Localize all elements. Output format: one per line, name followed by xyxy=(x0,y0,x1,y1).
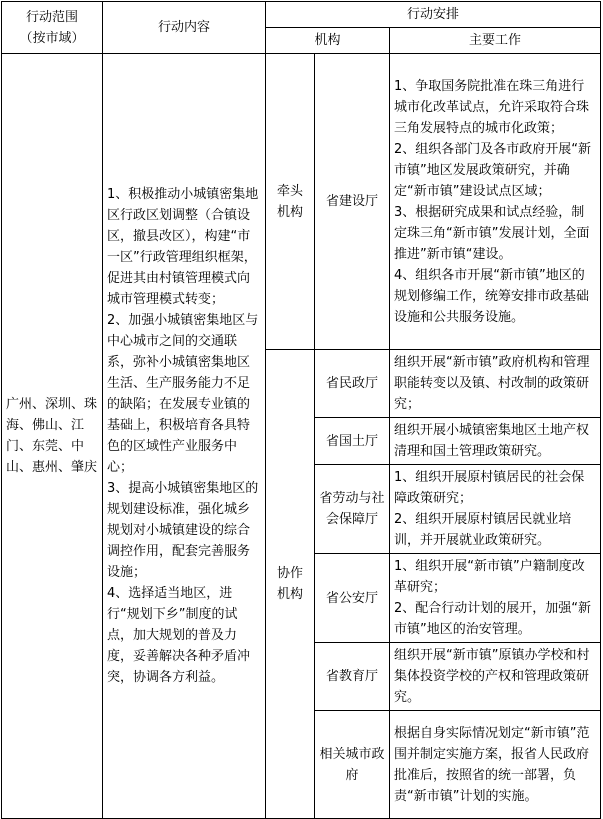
action-plan-table xyxy=(1,1,601,819)
header-scope: 行动范围 （按市域） xyxy=(2,2,103,54)
coop-agency-name: 省国土厅 xyxy=(315,418,390,465)
coop-agency-work: 组织开展“新市镇”原镇办学校和村集体投资学校的产权和管理政策研究。 xyxy=(390,643,601,711)
action-content: 1、积极推动小城镇密集地区行政区划调整（合镇设区，撤县改区），构建“市一区”行政管理组织框架，促进其由村镇管理模式向城市管理模式转变； 2、加强小城镇密集地区与中心城市之间的交通联系，弥补小城镇密集地区生活、生产服务能力不足的缺陷；在发展专业镇的基础上，积极培育各具特色的区域性产业服务中心； 3、提高小城镇密集地区的规划建设标准，强化城乡规划对小城镇建设的综合调控作用，配套完善服务设施； 4、选择适当地区，进行“规划下乡”制度的试点，加大规划的普及力度，妥善解决各种矛盾冲突，协调各方利益。 xyxy=(103,54,266,819)
coop-agency-work: 1、组织开展“新市镇”户籍制度改革研究； 2、配合行动计划的展开，加强“新市镇”地区的治安管理。 xyxy=(390,554,601,643)
coop-agency-label: 协作 机构 xyxy=(266,350,315,819)
coop-agency-work: 根据自身实际情况划定“新市镇”范围并制定实施方案，报省人民政府批准后，按照省的统一部署，负责“新市镇”计划的实施。 xyxy=(390,711,601,819)
coop-agency-name: 省民政厅 xyxy=(315,350,390,418)
coop-agency-name: 省公安厅 xyxy=(315,554,390,643)
lead-agency-work: 1、争取国务院批准在珠三角进行城市化改革试点，允许采取符合珠三角发展特点的城市化政策； 2、组织各部门及各市政府开展“新市镇”地区发展政策研究，并确定“新市镇”建设试点区域； 3、根据研究成果和试点经验，制定珠三角“新市镇”发展计划，全面推进”新市镇“建设。 4、组织各市开展“新市镇”地区的规划修编工作，统筹安排市政基础设施和公共服务设施。 xyxy=(390,54,601,350)
coop-agency-name: 相关城市政府 xyxy=(315,711,390,819)
lead-agency-name: 省建设厅 xyxy=(315,54,390,350)
lead-agency-label: 牵头 机构 xyxy=(266,54,315,350)
coop-agency-name: 省教育厅 xyxy=(315,643,390,711)
coop-agency-work: 1、组织开展原村镇居民的社会保障政策研究； 2、组织开展原村镇居民就业培训，并开展就业政策研究。 xyxy=(390,465,601,554)
header-content: 行动内容 xyxy=(103,2,266,54)
scope-cities: 广州、深圳、珠海、佛山、江门、东莞、中山、惠州、肇庆 xyxy=(2,54,103,819)
coop-agency-name: 省劳动与社会保障厅 xyxy=(315,465,390,554)
header-arrangement: 行动安排 xyxy=(266,2,601,28)
coop-agency-work: 组织开展小城镇密集地区土地产权清理和国土管理政策研究。 xyxy=(390,418,601,465)
header-agency: 机构 xyxy=(266,28,390,54)
header-main-work: 主要工作 xyxy=(390,28,601,54)
coop-agency-work: 组织开展“新市镇”政府机构和管理职能转变以及镇、村改制的政策研究； xyxy=(390,350,601,418)
